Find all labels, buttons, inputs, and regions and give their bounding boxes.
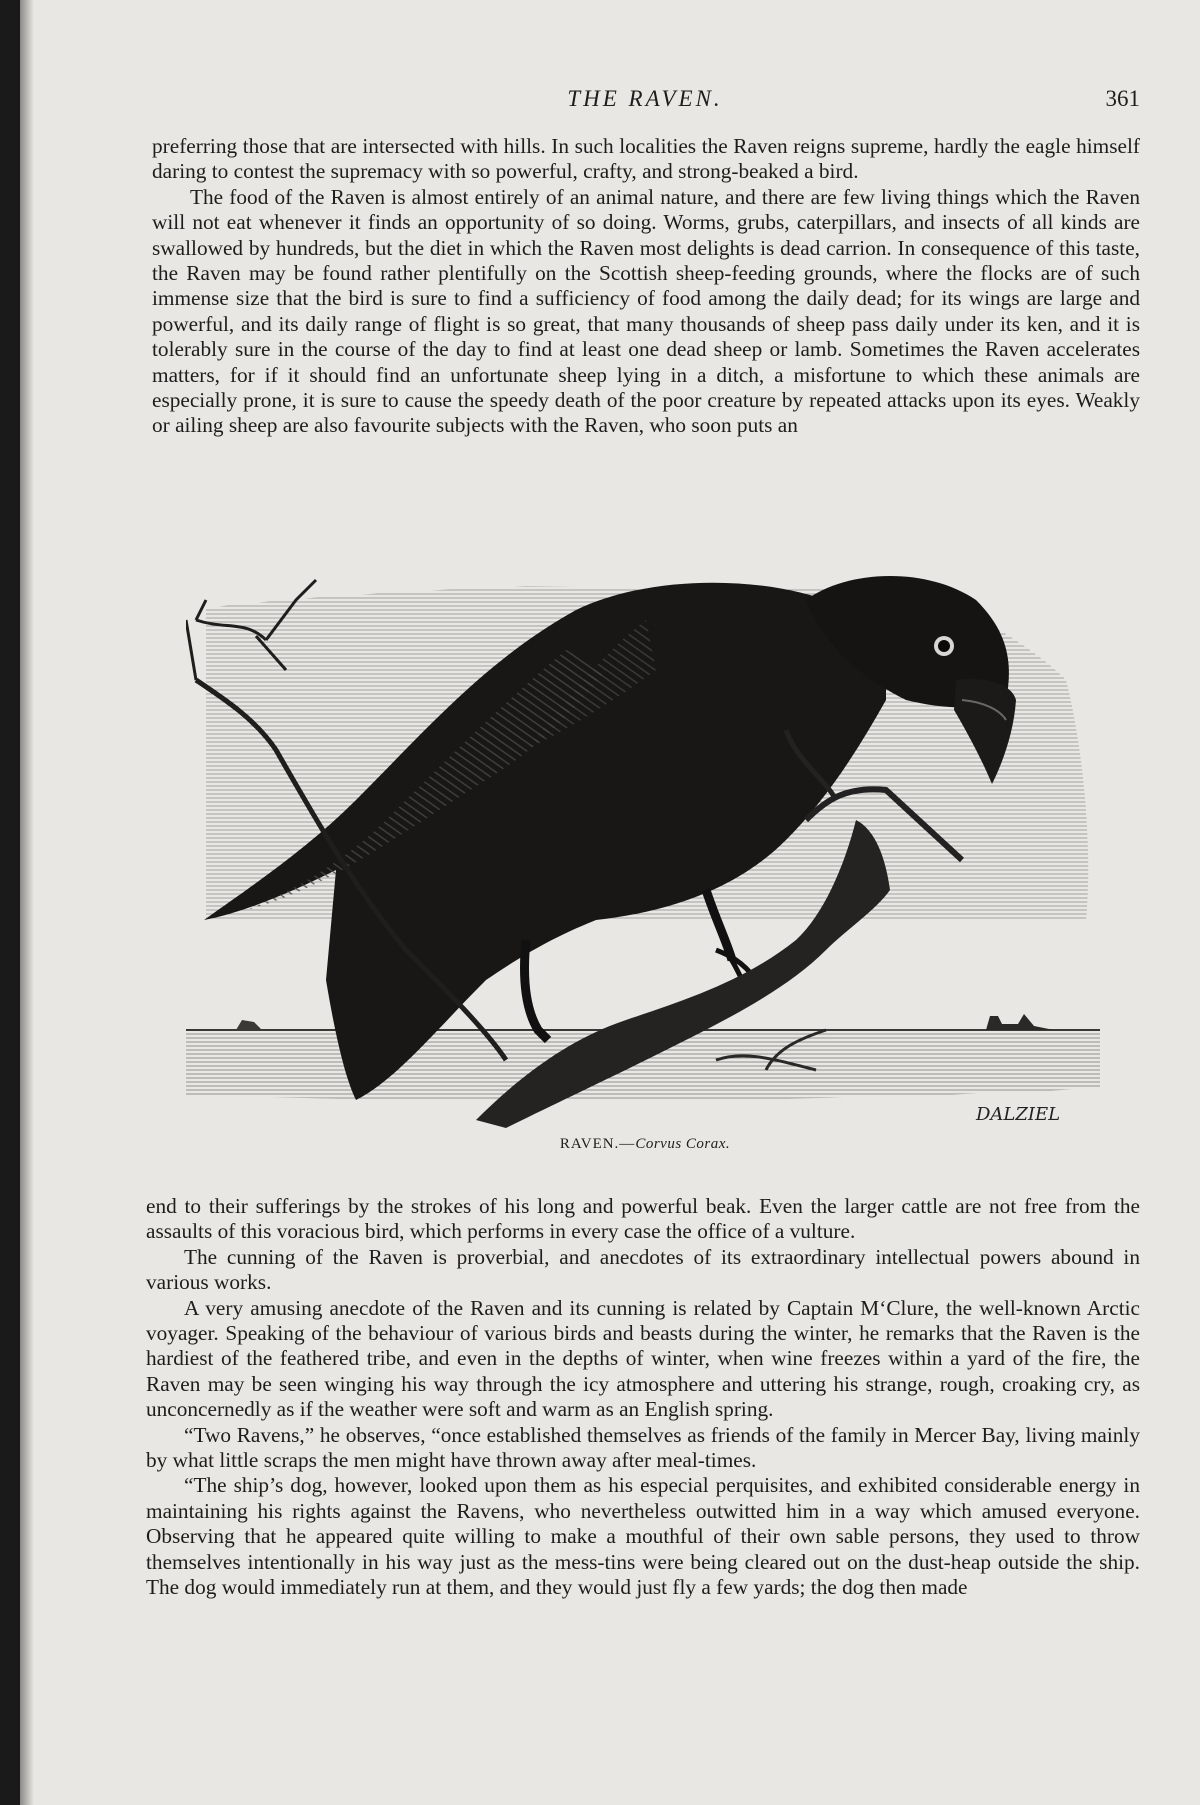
paragraph: The food of the Raven is almost entirely of an animal nature, and there are few living things which the Raven will not eat whenever it finds an opportunity of so doing. Worms, grubs, caterpillars, and insects of all kinds are swallowed by hundreds, but the diet in which the Raven most delights is dead carrion. In consequence of this taste, the Raven may be found rather plentifully on the Scottish sheep-feeding grounds, where the flocks are of such immense size that the bird is sure to find a sufficiency of food among the daily dead; for its wings are large and powerful, and its daily range of flight is so great, that many thousands of sheep pass daily under its ken, and it is tolerably sure in the course of the day to find at least one dead sheep or lamb. Sometimes the Raven accelerates matters, for if it should find an unfortunate sheep lying in a ditch, a misfortune to which these animals are especially prone, it is sure to cause the speedy death of the poor creature by repeated attacks upon its eyes. Weakly or ailing sheep are also favourite subjects with the Raven, who soon puts an xyxy=(152,184,1140,438)
paragraph: The cunning of the Raven is proverbial, and anecdotes of its extraordinary intellectual powers abound in various works. xyxy=(146,1244,1140,1295)
raven-engraving xyxy=(186,560,1100,1128)
page-header xyxy=(150,82,1140,116)
caption-main: RAVEN.— xyxy=(559,1136,636,1152)
paragraph: preferring those that are intersected with hills. In such localities the Raven reigns supreme, hardly the eagle himself daring to contest the supremacy with so powerful, crafty, and strong-beaked a bird. xyxy=(152,134,1140,184)
engraver-signature: DALZIEL xyxy=(976,1104,1061,1125)
raven-illustration xyxy=(186,560,1100,1128)
body-text-bottom xyxy=(146,1194,1140,1601)
paragraph: end to their sufferings by the strokes of his long and powerful beak. Even the larger cattle are not free from the assaults of this voracious bird, which performs in every case the office of a vulture. xyxy=(146,1194,1140,1244)
caption-latin: Corvus Corax. xyxy=(635,1136,731,1152)
running-title: THE RAVEN. xyxy=(567,86,723,111)
body-text-top xyxy=(152,134,1140,439)
page-number: 361 xyxy=(1105,86,1140,111)
figure-caption xyxy=(150,1136,1140,1153)
page-shadow xyxy=(20,0,34,1805)
paragraph: “Two Ravens,” he observes, “once established themselves as friends of the family in Mercer Bay, living mainly by what little scraps the men might have thrown away after meal-times. xyxy=(146,1422,1140,1473)
paragraph: A very amusing anecdote of the Raven and its cunning is related by Captain M‘Clure, the well-known Arctic voyager. Speaking of the behaviour of various birds and beasts during the winter, he remarks that the Raven is the hardiest of the feathered tribe, and even in the depths of winter, when wine freezes within a yard of the fire, the Raven may be seen winging his way through the icy atmosphere and uttering his strange, rough, croaking cry, as unconcernedly as if the weather were soft and warm as an English spring. xyxy=(146,1295,1140,1422)
page-binding-edge xyxy=(0,0,20,1805)
paragraph: “The ship’s dog, however, looked upon them as his especial perquisites, and exhibited considerable energy in maintaining his rights against the Ravens, who nevertheless outwitted him in a way which amused everyone. Observing that he appeared quite willing to make a mouthful of their own sable persons, they used to throw themselves intentionally in his way just as the mess-tins were being cleared out on the dust-heap outside the ship. The dog would immediately run at them, and they would just fly a few yards; the dog then made xyxy=(146,1473,1140,1600)
